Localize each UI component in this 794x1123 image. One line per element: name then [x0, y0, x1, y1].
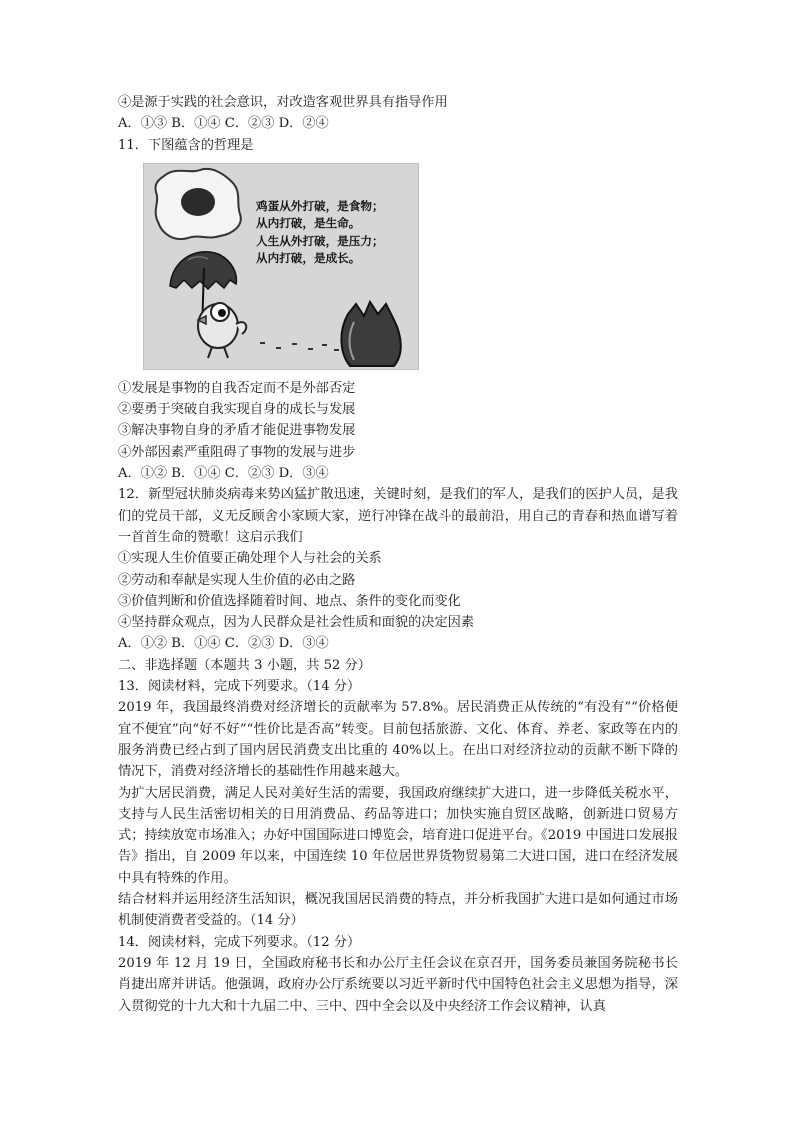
footprints [260, 342, 339, 351]
q10-option-4: ④是源于实践的社会意识，对改造客观世界具有指导作用 [118, 95, 448, 110]
q13-material-paragraph-2: 为扩大居民消费，满足人民对美好生活的需要，我国政府继续扩大进口，进一步降低关税水平，支持与人民生活密切相关的日用消费品、药品等进口；加快实施自贸区战略，创新进口贸易方式；持续放宽市场准入；办好中国国际进口博览会，培育进口促进平台。《2019 中国进口发展报告》指出，自 2009 年以来，中国连续 10 年位居世界货物贸易第二大进口国，进口在经济发展中具有特殊的作用。 [118, 785, 678, 886]
exam-page [118, 92, 678, 1017]
q10-answer-choices: A．①③ B．①④ C．②③ D．②④ [118, 116, 329, 132]
figure-caption-line: 从内打破，是成长。 [256, 251, 361, 266]
q12-option-3: ③价值判断和价值选择随着时间、地点、条件的变化而变化 [118, 593, 461, 609]
q14-stem: 14．阅读材料，完成下列要求。（12 分） [118, 934, 361, 950]
q13-question: 结合材料并运用经济生活知识，概况我国居民消费的特点，并分析我国扩大进口是如何通过市场机制使消费者受益的。（14 分） [118, 892, 678, 929]
q11-stem: 11．下图蕴含的哲理是 [118, 137, 254, 153]
q11-cartoon-figure [143, 163, 419, 370]
figure-caption [256, 198, 384, 268]
figure-caption-line: 鸡蛋从外打破，是食物； [256, 198, 384, 213]
q12-option-1: ①实现人生价值要正确处理个人与社会的关系 [118, 551, 382, 567]
figure-caption-line: 人生从外打破，是压力； [256, 233, 384, 248]
section-heading: 二、非选择题（本题共 3 小题，共 52 分） [118, 657, 371, 673]
q12-option-2: ②劳动和奉献是实现人生价值的必由之路 [118, 572, 356, 588]
q13-stem: 13．阅读材料，完成下列要求。（14 分） [118, 679, 361, 695]
egg-yolk-icon [181, 188, 215, 216]
q14-material-paragraph-1: 2019 年 12 月 19 日，全国政府秘书长和办公厅主任会议在京召开，国务委员兼国务院秘书长肖捷出席并讲话。他强调，政府办公厅系统要以习近平新时代中国特色社会主义思想为指导，深入贯彻党的十九大和十九届二中、三中、四中全会以及中央经济工作会议精神，认真 [118, 955, 678, 1014]
q12-answer-choices: A．①② B．①④ C．②③ D．③④ [118, 636, 329, 652]
figure-caption-line: 从内打破，是生命。 [256, 216, 361, 231]
q11-option-3: ③解决事物自身的矛盾才能促进事物发展 [118, 423, 356, 439]
q12-option-4: ④坚持群众观点，因为人民群众是社会性质和面貌的决定因素 [118, 615, 475, 631]
q11-option-1: ①发展是事物的自我否定而不是外部否定 [118, 380, 356, 396]
q11-answer-choices: A．①② B．①④ C．②③ D．③④ [118, 466, 329, 482]
q13-material-paragraph-1: 2019 年，我国最终消费对经济增长的贡献率为 57.8%。居民消费正从传统的“有没有”“价格便宜不便宜”向“好不好”“性价比是否高”转变。目前包括旅游、文化、体育、养老、家政等在内的服务消费已经占到了国内居民消费支出比重的 40%以上。在出口对经济拉动的贡献不断下降的情况下，消费对经济增长的基础性作用越来越大。 [118, 700, 678, 780]
q12-stem: 12．新型冠状肺炎病毒来势凶猛扩散迅速，关键时刻，是我们的军人，是我们的医护人员，是我们的党员干部，义无反顾舍小家顾大家，逆行冲锋在战斗的最前沿，用自己的青春和热血谱写着一首首生命的赞歌！这启示我们 [118, 487, 678, 545]
q11-option-4: ④外部因素严重阻碍了事物的发展与进步 [118, 444, 356, 460]
q11-option-2: ②要勇于突破自我实现自身的成长与发展 [118, 402, 356, 418]
